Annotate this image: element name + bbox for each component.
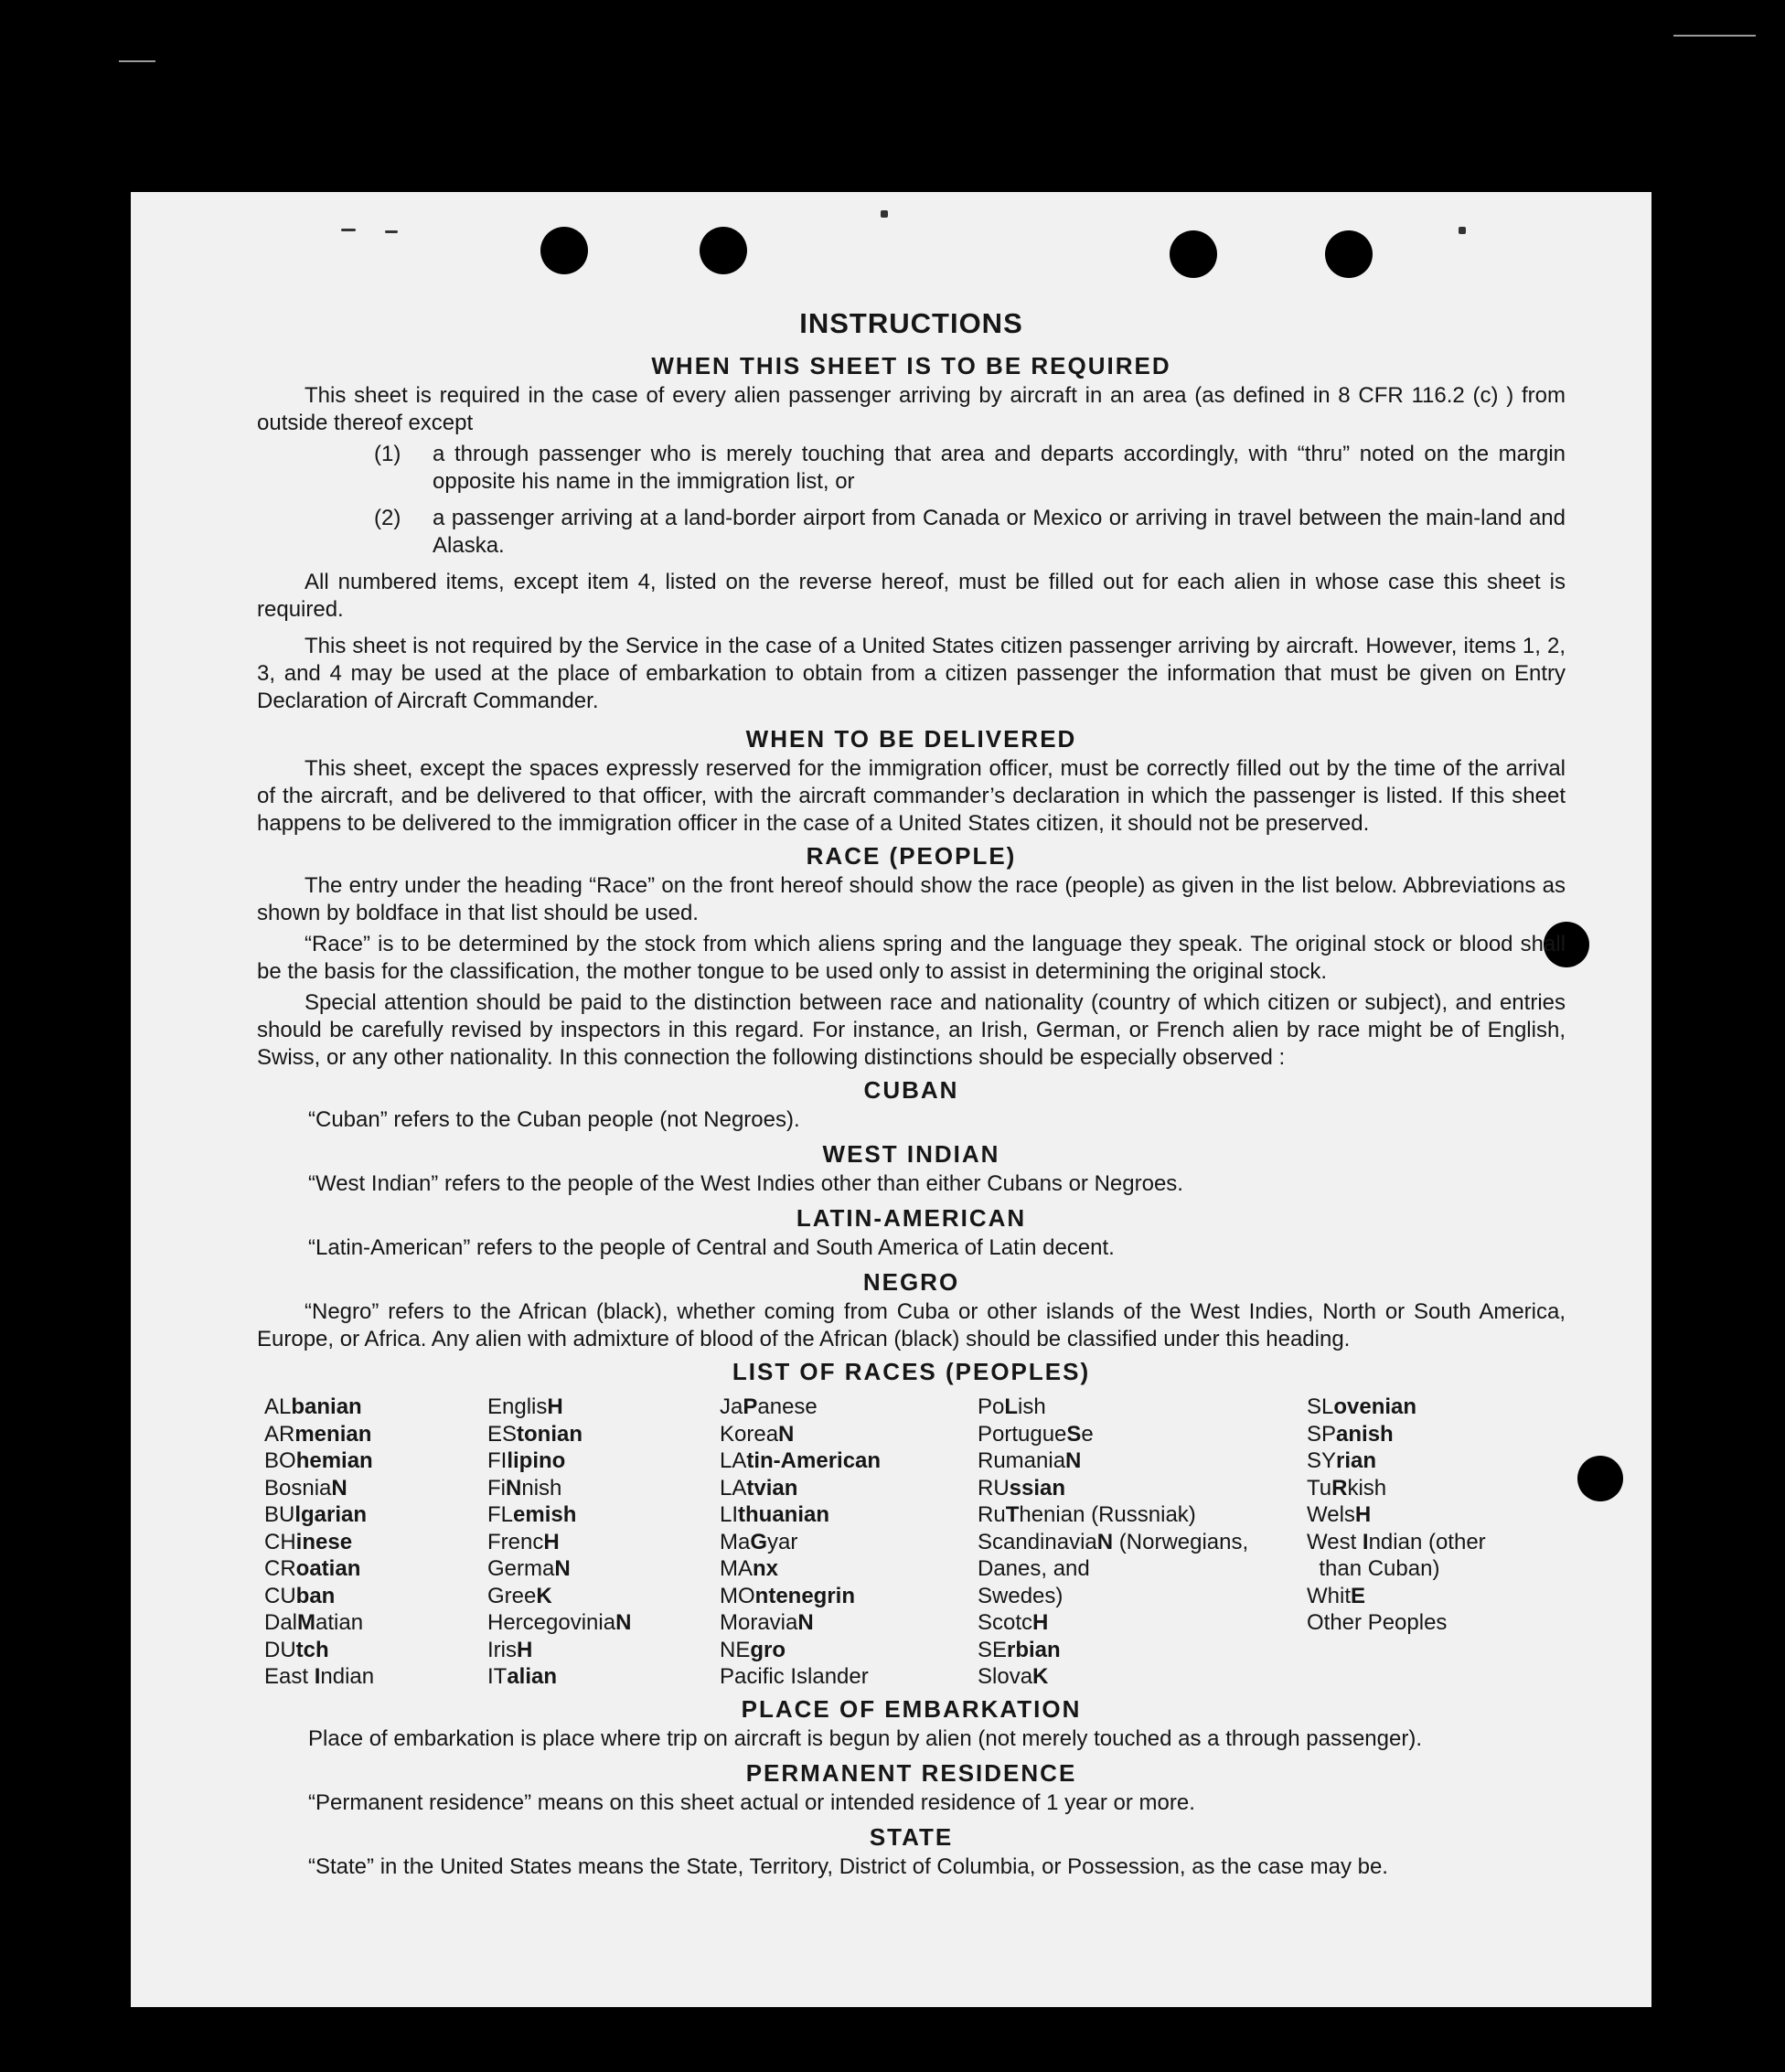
race-entry: GermaN	[487, 1556, 571, 1581]
races-column	[978, 1394, 1307, 1691]
punch-hole	[1170, 230, 1217, 278]
ink-speck	[1459, 227, 1466, 234]
citizen-note: This sheet is not required by the Service in the case of a United States citizen passenger arriving by aircraft. However, items 1, 2, 3, and 4 may be used at the place of embarkation to obtain from a citizen passenger the information that must be given on Entry Declaration of Aircraft Commander.	[257, 634, 1566, 713]
race-entry: MOntenegrin	[720, 1583, 856, 1608]
race-entry: MaGyar	[720, 1529, 798, 1554]
heading-list-of-races: LIST OF RACES (PEOPLES)	[732, 1358, 1091, 1385]
race-entry: EStonian	[487, 1421, 583, 1447]
definition-latin-american: “Latin-American” refers to the people of Central and South America of Latin decent.	[308, 1235, 1115, 1260]
heading-latin-american: LATIN-AMERICAN	[796, 1204, 1027, 1232]
punch-hole	[540, 227, 588, 274]
punch-hole	[1325, 230, 1373, 278]
race-entry: LIthuanian	[720, 1502, 830, 1527]
ink-speck	[341, 229, 356, 231]
race-entry: BOhemian	[264, 1448, 373, 1473]
definition-west-indian: “West Indian” refers to the people of the West Indies other than either Cubans or Negroes.	[308, 1171, 1183, 1196]
race-entry: NEgro	[720, 1637, 786, 1662]
race-entry: SYrian	[1307, 1448, 1377, 1473]
race-paragraph-2: “Race” is to be determined by the stock from which aliens spring and the language they speak. The original stock or blood shall be the basis for the classification, the mother tongue to be used only to assist in determining the original stock.	[257, 932, 1566, 984]
race-entry: FIlipino	[487, 1448, 566, 1473]
race-entry: FrencH	[487, 1529, 560, 1554]
race-entry: DUtch	[264, 1637, 329, 1662]
heading-when-delivered: WHEN TO BE DELIVERED	[745, 725, 1077, 753]
race-entry: ALbanian	[264, 1394, 362, 1419]
instructions-content	[257, 307, 1566, 1886]
state-text: “State” in the United States means the State, Territory, District of Columbia, or Possession, as the case may be.	[308, 1853, 1388, 1879]
heading-race: RACE (PEOPLE)	[806, 842, 1017, 870]
when-required-intro: This sheet is required in the case of every alien passenger arriving by aircraft in an area (as defined in 8 CFR 116.2 (c) ) from outside thereof except	[257, 383, 1566, 435]
race-entry: ScandinaviaN (Norwegians,	[978, 1529, 1249, 1554]
heading-embarkation: PLACE OF EMBARKATION	[741, 1694, 1082, 1723]
race-entry: MoraviaN	[720, 1610, 814, 1635]
instruction-sheet	[131, 192, 1651, 2007]
races-column	[1307, 1394, 1563, 1691]
race-entry: KoreaN	[720, 1421, 795, 1447]
definition-negro: “Negro” refers to the African (black), whether coming from Cuba or other islands of the West Indies, North or South America, Europe, or Africa. Any alien with admixture of blood of the African (black) should be classified under this heading.	[257, 1299, 1566, 1351]
race-entry: ARmenian	[264, 1421, 372, 1447]
page-title: INSTRUCTIONS	[799, 307, 1023, 339]
race-paragraph-3: Special attention should be paid to the distinction between race and nationality (country of which citizen or subject), and entries should be carefully revised by inspectors in this regard. For instance, an Irish, German, or French alien by race might be of English, Swiss, or any other nationality. In this connection the following distinctions should be especially observed :	[257, 990, 1566, 1070]
numbered-items-note: All numbered items, except item 4, listed on the reverse hereof, must be filled out for each alien in whose case this sheet is required.	[257, 570, 1566, 622]
races-column	[487, 1394, 720, 1691]
race-entry: WhitE	[1307, 1583, 1366, 1608]
race-entry: HercegoviniaN	[487, 1610, 632, 1635]
heading-when-required: WHEN THIS SHEET IS TO BE REQUIRED	[651, 352, 1171, 379]
race-entry: RumaniaN	[978, 1448, 1082, 1473]
race-entry: PoLish	[978, 1394, 1046, 1419]
race-paragraph-1: The entry under the heading “Race” on the front hereof should show the race (people) as given in the list below. Abbreviations as shown by boldface in that list should be used.	[257, 873, 1566, 925]
punch-hole	[1577, 1456, 1623, 1501]
exception-number: (2)	[374, 506, 401, 530]
races-column	[720, 1394, 978, 1691]
race-entry: CUban	[264, 1583, 336, 1608]
races-table	[264, 1394, 1566, 1691]
races-column	[264, 1394, 487, 1691]
race-entry: CRoatian	[264, 1556, 361, 1581]
race-entry: GreeK	[487, 1583, 552, 1608]
race-entry: LAtin-American	[720, 1448, 882, 1473]
punch-hole	[700, 227, 747, 274]
heading-state: STATE	[869, 1822, 954, 1851]
heading-cuban: CUBAN	[863, 1076, 959, 1104]
definition-cuban: “Cuban” refers to the Cuban people (not Negroes).	[308, 1107, 800, 1132]
ink-speck	[385, 230, 398, 233]
race-entry: TuRkish	[1307, 1475, 1387, 1501]
exception-text: a passenger arriving at a land-border airport from Canada or Mexico or arriving in travel between the main-land and Alaska.	[433, 506, 1566, 558]
scan-edge-mark	[119, 60, 155, 62]
exception-number: (1)	[374, 442, 401, 466]
exception-item	[257, 441, 1566, 496]
race-entry: PortugueSe	[978, 1421, 1094, 1447]
race-entry: WelsH	[1307, 1502, 1372, 1527]
heading-negro: NEGRO	[862, 1268, 960, 1296]
race-entry: Other Peoples	[1307, 1610, 1448, 1635]
when-delivered-text: This sheet, except the spaces expressly reserved for the immigration officer, must be correctly filled out by the time of the arrival of the aircraft, and be delivered to that officer, with the aircraft commander’s declaration in which the passenger is listed. If this sheet happens to be delivered to the immigration officer in the case of a United States citizen, it should not be preserved.	[257, 756, 1566, 836]
race-entry: than Cuban)	[1307, 1556, 1440, 1581]
race-entry: SLovenian	[1307, 1394, 1417, 1419]
race-entry: SlovaK	[978, 1664, 1049, 1689]
race-entry: RuThenian (Russniak)	[978, 1502, 1196, 1527]
race-entry: ScotcH	[978, 1610, 1049, 1635]
race-entry: FiNnish	[487, 1475, 562, 1501]
exception-text: a through passenger who is merely touching that area and departs accordingly, with “thru” noted on the margin opposite his name in the immigration list, or	[433, 442, 1566, 494]
heading-residence: PERMANENT RESIDENCE	[745, 1758, 1077, 1787]
race-entry: MAnx	[720, 1556, 779, 1581]
race-entry: EnglisH	[487, 1394, 563, 1419]
race-entry: BUlgarian	[264, 1502, 368, 1527]
race-entry: IrisH	[487, 1637, 533, 1662]
race-entry: SErbian	[978, 1637, 1061, 1662]
race-entry: DalMatian	[264, 1610, 364, 1635]
ink-speck	[881, 210, 888, 218]
race-entry: ITalian	[487, 1664, 558, 1689]
race-entry: West Indian (other	[1307, 1529, 1486, 1554]
race-entry: LAtvian	[720, 1475, 798, 1501]
heading-west-indian: WEST INDIAN	[822, 1140, 1000, 1168]
scan-edge-mark	[1673, 35, 1756, 37]
race-entry: FLemish	[487, 1502, 577, 1527]
race-entry: East Indian	[264, 1664, 375, 1689]
race-entry: CHinese	[264, 1529, 353, 1554]
exception-item	[257, 505, 1566, 560]
race-entry: Danes, and	[978, 1556, 1090, 1581]
race-entry: Pacific Islander	[720, 1664, 869, 1689]
race-entry: Swedes)	[978, 1583, 1064, 1608]
race-entry: RUssian	[978, 1475, 1066, 1501]
embarkation-text: Place of embarkation is place where trip on aircraft is begun by alien (not merely touched as a through passenger).	[308, 1725, 1422, 1751]
residence-text: “Permanent residence” means on this sheet actual or intended residence of 1 year or more.	[308, 1789, 1195, 1815]
race-entry: SPanish	[1307, 1421, 1394, 1447]
race-entry: BosniaN	[264, 1475, 347, 1501]
race-entry: JaPanese	[720, 1394, 818, 1419]
